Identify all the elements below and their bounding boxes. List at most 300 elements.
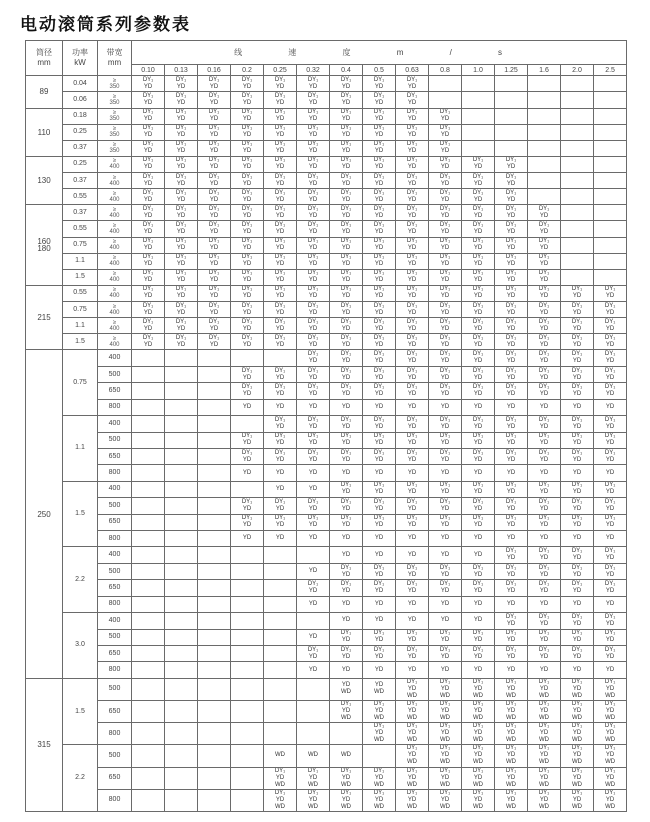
spec-cell: DY₁ YD	[231, 269, 264, 285]
spec-cell: DY₁ YD	[264, 173, 297, 189]
spec-cell	[198, 350, 231, 366]
spec-cell: DY₁ YD	[297, 253, 330, 269]
spec-cell	[594, 140, 627, 156]
spec-cell: DY₁ YD	[396, 76, 429, 92]
spec-cell: DY₁ YD	[462, 432, 495, 448]
spec-cell: DY₁ YD	[330, 432, 363, 448]
spec-cell	[462, 124, 495, 140]
diameter-cell: 89	[26, 76, 63, 108]
spec-cell	[594, 269, 627, 285]
spec-cell: YD	[462, 531, 495, 547]
spec-cell: DY₁ YD	[594, 613, 627, 629]
table-row	[26, 173, 627, 189]
beltwidth-cell: ≥ 400	[98, 334, 132, 350]
table-row	[26, 302, 627, 318]
spec-cell: DY₁ YD	[594, 383, 627, 399]
spec-cell	[264, 580, 297, 596]
beltwidth-cell: ≥ 400	[98, 318, 132, 334]
spec-cell: DY₁ YD	[264, 366, 297, 382]
spec-cell: DY₁ YD WD	[396, 767, 429, 789]
spec-cell: DY₁ YD	[429, 237, 462, 253]
spec-cell	[561, 253, 594, 269]
spec-cell: DY₁ YD	[528, 481, 561, 497]
spec-cell: YD	[528, 662, 561, 678]
spec-cell: DY₁ YD	[363, 92, 396, 108]
spec-cell: DY₁ YD	[396, 205, 429, 221]
spec-cell: YD	[495, 662, 528, 678]
spec-cell: YD	[462, 662, 495, 678]
power-header-label: 功率	[72, 48, 88, 58]
spec-cell: DY₁ YD	[231, 285, 264, 301]
spec-cell: DY₁ YD	[264, 205, 297, 221]
spec-cell: DY₁ YD	[297, 432, 330, 448]
spec-cell: YD	[561, 662, 594, 678]
power-cell: 0.37	[63, 205, 98, 221]
spec-cell: DY₁ YD	[363, 514, 396, 530]
power-cell: 2.2	[63, 547, 98, 613]
spec-cell: DY₁ YD	[231, 253, 264, 269]
spec-cell: DY₁ YD	[495, 629, 528, 645]
spec-cell: YD	[396, 399, 429, 415]
spec-cell	[561, 189, 594, 205]
table-row	[26, 334, 627, 350]
spec-cell: DY₁ YD WD	[528, 701, 561, 723]
power-cell: 0.55	[63, 285, 98, 301]
spec-cell	[561, 92, 594, 108]
beltwidth-cell: 500	[98, 366, 132, 382]
spec-cell	[132, 366, 165, 382]
spec-cell	[198, 481, 231, 497]
spec-cell: DY₁ YD	[264, 108, 297, 124]
spec-cell: DY₁ YD	[165, 173, 198, 189]
spec-cell: DY₁ YD	[429, 350, 462, 366]
spec-cell: DY₁ YD WD	[495, 723, 528, 745]
spec-cell: YD	[396, 465, 429, 481]
beltwidth-cell: 500	[98, 629, 132, 645]
spec-cell: DY₁ YD	[165, 189, 198, 205]
spec-cell	[495, 108, 528, 124]
spec-cell: DY₁ YD	[330, 498, 363, 514]
beltwidth-cell: ≥ 400	[98, 221, 132, 237]
spec-cell	[528, 156, 561, 172]
beltwidth-cell: 400	[98, 416, 132, 432]
spec-cell: DY₁ YD	[330, 629, 363, 645]
spec-cell: DY₁ YD	[363, 76, 396, 92]
spec-cell: DY₁ YD	[528, 237, 561, 253]
table-row	[26, 745, 627, 767]
spec-cell: DY₁ YD WD	[396, 701, 429, 723]
spec-cell	[231, 547, 264, 563]
spec-cell: DY₁ YD	[429, 563, 462, 579]
spec-cell	[165, 701, 198, 723]
spec-cell	[132, 399, 165, 415]
spec-cell: DY₁ YD	[297, 173, 330, 189]
spec-cell: DY₁ YD	[429, 302, 462, 318]
spec-cell: YD	[462, 613, 495, 629]
beltwidth-cell: 400	[98, 547, 132, 563]
spec-cell	[165, 613, 198, 629]
spec-cell: DY₁ YD	[429, 285, 462, 301]
spec-cell: YD	[528, 465, 561, 481]
spec-cell	[132, 596, 165, 612]
spec-cell: DY₁ YD WD	[297, 789, 330, 811]
spec-cell: YD	[396, 613, 429, 629]
spec-cell: DY₁ YD	[330, 318, 363, 334]
spec-cell	[297, 547, 330, 563]
spec-cell: YD WD	[363, 678, 396, 700]
spec-cell: DY₁ YD WD	[429, 723, 462, 745]
spec-cell	[297, 678, 330, 700]
spec-cell: DY₁ YD	[165, 140, 198, 156]
speed-value: 0.5	[363, 65, 396, 76]
spec-cell: DY₁ YD	[462, 189, 495, 205]
spec-cell	[594, 76, 627, 92]
spec-cell: DY₁ YD	[297, 448, 330, 464]
spec-cell: DY₁ YD WD	[528, 767, 561, 789]
spec-cell	[198, 767, 231, 789]
spec-cell: DY₁ YD	[561, 318, 594, 334]
spec-cell: DY₁ YD	[396, 189, 429, 205]
table-row	[26, 701, 627, 723]
spec-cell: DY₁ YD	[264, 416, 297, 432]
spec-cell	[165, 383, 198, 399]
spec-cell: DY₁ YD	[561, 302, 594, 318]
spec-cell: DY₁ YD WD	[462, 767, 495, 789]
spec-cell: DY₁ YD WD	[594, 789, 627, 811]
spec-cell: YD	[528, 531, 561, 547]
spec-cell	[198, 789, 231, 811]
spec-cell	[165, 596, 198, 612]
spec-cell: DY₁ YD	[132, 285, 165, 301]
spec-cell: DY₁ YD	[495, 334, 528, 350]
spec-cell: DY₁ YD	[594, 645, 627, 661]
beltwidth-header	[98, 41, 132, 76]
spec-cell: YD	[594, 465, 627, 481]
spec-cell: YD	[330, 547, 363, 563]
table-row	[26, 399, 627, 415]
spec-cell: DY₁ YD WD	[396, 789, 429, 811]
spec-cell: DY₁ YD	[462, 156, 495, 172]
spec-cell	[132, 448, 165, 464]
spec-cell: DY₁ YD	[132, 76, 165, 92]
beltwidth-cell: ≥ 350	[98, 124, 132, 140]
spec-cell: DY₁ YD	[264, 140, 297, 156]
spec-cell	[132, 678, 165, 700]
power-cell: 1.5	[63, 269, 98, 285]
spec-cell	[231, 678, 264, 700]
spec-cell	[165, 580, 198, 596]
spec-cell: DY₁ YD	[396, 269, 429, 285]
diameter-cell: 110	[26, 108, 63, 156]
spec-cell: DY₁ YD WD	[561, 678, 594, 700]
table-row	[26, 156, 627, 172]
spec-cell: DY₁ YD	[594, 563, 627, 579]
spec-cell: DY₁ YD	[528, 302, 561, 318]
spec-cell	[132, 563, 165, 579]
spec-cell: DY₁ YD	[297, 383, 330, 399]
spec-cell: DY₁ YD	[198, 108, 231, 124]
speed-header-title: 线 速 度 m / s	[132, 41, 627, 65]
beltwidth-cell: 650	[98, 448, 132, 464]
spec-cell: YD	[594, 662, 627, 678]
spec-cell: DY₁ YD	[396, 350, 429, 366]
spec-cell: DY₁ YD	[396, 318, 429, 334]
table-row	[26, 253, 627, 269]
spec-cell: DY₁ YD	[297, 108, 330, 124]
table-row	[26, 221, 627, 237]
spec-cell: DY₁ YD	[297, 366, 330, 382]
spec-cell: DY₁ YD WD	[429, 701, 462, 723]
spec-cell: YD	[297, 629, 330, 645]
spec-cell	[132, 531, 165, 547]
beltwidth-cell: ≥ 400	[98, 269, 132, 285]
spec-cell: DY₁ YD	[396, 563, 429, 579]
spec-cell: DY₁ YD WD	[594, 767, 627, 789]
spec-cell: DY₁ YD	[198, 173, 231, 189]
spec-cell: DY₁ YD	[363, 448, 396, 464]
spec-cell: DY₁ YD	[396, 383, 429, 399]
spec-cell: DY₁ YD	[363, 205, 396, 221]
spec-cell: DY₁ YD	[363, 366, 396, 382]
spec-cell: DY₁ YD	[264, 514, 297, 530]
spec-cell: DY₁ YD	[330, 514, 363, 530]
beltwidth-cell: 500	[98, 432, 132, 448]
spec-cell: DY₁ YD WD	[528, 723, 561, 745]
spec-cell	[198, 498, 231, 514]
spec-cell: YD	[297, 481, 330, 497]
spec-cell: DY₁ YD	[396, 334, 429, 350]
spec-cell: DY₁ YD	[462, 366, 495, 382]
spec-cell: DY₁ YD	[165, 269, 198, 285]
spec-cell: YD	[594, 399, 627, 415]
spec-cell: DY₁ YD	[264, 269, 297, 285]
spec-cell: DY₁ YD	[231, 237, 264, 253]
spec-cell: DY₁ YD WD	[561, 723, 594, 745]
spec-cell: DY₁ YD	[132, 253, 165, 269]
spec-cell: YD	[528, 596, 561, 612]
spec-cell: DY₁ YD	[330, 645, 363, 661]
spec-cell: DY₁ YD	[594, 580, 627, 596]
spec-cell	[528, 108, 561, 124]
spec-cell: YD	[396, 531, 429, 547]
spec-cell: DY₁ YD	[264, 285, 297, 301]
spec-cell: DY₁ YD	[231, 498, 264, 514]
spec-cell	[165, 723, 198, 745]
spec-cell: DY₁ YD	[330, 221, 363, 237]
spec-cell: DY₁ YD	[495, 318, 528, 334]
power-cell: 1.5	[63, 678, 98, 745]
spec-cell: DY₁ YD	[495, 645, 528, 661]
spec-cell: DY₁ YD	[231, 366, 264, 382]
spec-cell: YD	[429, 613, 462, 629]
spec-cell: DY₁ YD	[264, 237, 297, 253]
spec-cell	[594, 156, 627, 172]
speed-value: 0.2	[231, 65, 264, 76]
spec-cell: DY₁ YD	[297, 140, 330, 156]
spec-cell: DY₁ YD	[462, 221, 495, 237]
spec-cell: DY₁ YD	[561, 481, 594, 497]
spec-cell: YD	[462, 596, 495, 612]
spec-cell: DY₁ YD	[363, 253, 396, 269]
spec-cell	[198, 366, 231, 382]
spec-cell	[264, 701, 297, 723]
spec-cell: DY₁ YD	[297, 124, 330, 140]
spec-cell: DY₁ YD	[363, 221, 396, 237]
spec-cell	[231, 596, 264, 612]
spec-cell: DY₁ YD	[429, 108, 462, 124]
spec-cell: YD	[231, 399, 264, 415]
spec-cell: DY₁ YD	[594, 514, 627, 530]
spec-cell: DY₁ YD	[330, 269, 363, 285]
spec-cell	[231, 662, 264, 678]
table-row	[26, 366, 627, 382]
spec-cell: DY₁ YD	[561, 498, 594, 514]
spec-cell: DY₁ YD	[429, 448, 462, 464]
parameter-table-container	[25, 40, 626, 812]
table-row	[26, 498, 627, 514]
spec-cell	[165, 789, 198, 811]
spec-cell	[165, 498, 198, 514]
table-row	[26, 189, 627, 205]
spec-cell: DY₁ YD WD	[528, 745, 561, 767]
spec-cell: DY₁ YD	[363, 108, 396, 124]
spec-cell: DY₁ YD	[396, 514, 429, 530]
spec-cell	[561, 76, 594, 92]
power-cell: 1.5	[63, 481, 98, 547]
spec-cell: DY₁ YD	[363, 645, 396, 661]
spec-cell: DY₁ YD	[495, 498, 528, 514]
spec-cell: DY₁ YD WD	[495, 767, 528, 789]
spec-cell: DY₁ YD	[264, 318, 297, 334]
spec-cell: DY₁ YD	[594, 481, 627, 497]
spec-cell: DY₁ YD	[429, 366, 462, 382]
spec-cell: DY₁ YD	[363, 416, 396, 432]
spec-cell: DY₁ YD WD	[363, 767, 396, 789]
spec-cell: DY₁ YD	[495, 432, 528, 448]
spec-cell: YD	[561, 531, 594, 547]
spec-cell	[429, 92, 462, 108]
table-row	[26, 269, 627, 285]
spec-cell: DY₁ YD	[495, 481, 528, 497]
spec-cell: DY₁ YD	[462, 334, 495, 350]
spec-cell: DY₁ YD	[495, 237, 528, 253]
table-row	[26, 767, 627, 789]
spec-cell: DY₁ YD	[264, 432, 297, 448]
beltwidth-cell: 400	[98, 350, 132, 366]
spec-cell: DY₁ YD	[264, 76, 297, 92]
spec-cell: DY₁ YD	[396, 432, 429, 448]
spec-cell: DY₁ YD	[495, 366, 528, 382]
spec-cell	[297, 701, 330, 723]
spec-cell: YD	[396, 596, 429, 612]
spec-cell	[594, 108, 627, 124]
spec-cell: DY₁ YD	[198, 334, 231, 350]
spec-cell: DY₁ YD WD	[594, 723, 627, 745]
spec-cell: YD	[528, 399, 561, 415]
spec-cell	[462, 76, 495, 92]
beltwidth-cell: ≥ 400	[98, 205, 132, 221]
beltwidth-cell: 650	[98, 580, 132, 596]
spec-cell	[198, 701, 231, 723]
spec-cell: DY₁ YD	[495, 156, 528, 172]
table-row	[26, 481, 627, 497]
spec-cell: DY₁ YD WD	[495, 678, 528, 700]
power-cell: 0.37	[63, 173, 98, 189]
spec-cell: DY₁ YD	[561, 350, 594, 366]
spec-cell: DY₁ YD	[297, 580, 330, 596]
spec-cell: DY₁ YD	[429, 645, 462, 661]
spec-cell: YD	[363, 613, 396, 629]
spec-cell	[198, 723, 231, 745]
spec-cell: DY₁ YD WD	[594, 678, 627, 700]
beltwidth-cell: ≥ 350	[98, 76, 132, 92]
spec-cell	[198, 448, 231, 464]
spec-cell	[561, 140, 594, 156]
spec-cell: DY₁ YD	[330, 563, 363, 579]
spec-cell: DY₁ YD	[165, 156, 198, 172]
power-cell: 0.25	[63, 124, 98, 140]
spec-cell: DY₁ YD	[462, 563, 495, 579]
spec-cell: DY₁ YD	[330, 416, 363, 432]
spec-cell: YD	[231, 531, 264, 547]
spec-cell: DY₁ YD	[561, 514, 594, 530]
beltwidth-cell: ≥ 350	[98, 140, 132, 156]
spec-cell: DY₁ YD	[297, 189, 330, 205]
spec-cell: DY₁ YD	[396, 366, 429, 382]
beltwidth-cell: ≥ 350	[98, 108, 132, 124]
beltwidth-cell: 800	[98, 596, 132, 612]
spec-cell: DY₁ YD	[198, 253, 231, 269]
spec-cell: DY₁ YD	[396, 253, 429, 269]
table-row	[26, 645, 627, 661]
spec-cell: DY₁ YD	[396, 140, 429, 156]
spec-cell: YD	[429, 547, 462, 563]
spec-cell	[231, 745, 264, 767]
spec-cell: DY₁ YD WD	[495, 701, 528, 723]
spec-cell: DY₁ YD	[396, 124, 429, 140]
spec-cell	[198, 580, 231, 596]
spec-cell: DY₁ YD	[495, 269, 528, 285]
spec-cell: DY₁ YD	[264, 253, 297, 269]
spec-cell	[132, 629, 165, 645]
spec-cell: DY₁ YD	[429, 156, 462, 172]
spec-cell: DY₁ YD	[363, 302, 396, 318]
spec-cell: YD	[462, 465, 495, 481]
spec-cell	[132, 383, 165, 399]
spec-cell: DY₁ YD WD	[561, 767, 594, 789]
spec-cell: DY₁ YD	[132, 124, 165, 140]
spec-cell: DY₁ YD	[594, 318, 627, 334]
spec-cell	[231, 350, 264, 366]
spec-cell: YD	[594, 531, 627, 547]
spec-cell: DY₁ YD	[429, 140, 462, 156]
spec-cell: DY₁ YD	[561, 285, 594, 301]
power-cell: 1.5	[63, 334, 98, 350]
spec-cell: DY₁ YD	[363, 350, 396, 366]
spec-cell: DY₁ YD	[264, 498, 297, 514]
power-cell: 1.1	[63, 416, 98, 482]
table-row	[26, 580, 627, 596]
spec-cell: DY₁ YD	[363, 629, 396, 645]
spec-cell	[231, 416, 264, 432]
spec-cell: DY₁ YD	[330, 253, 363, 269]
spec-cell: DY₁ YD	[165, 253, 198, 269]
power-header	[63, 41, 98, 76]
spec-cell	[132, 465, 165, 481]
spec-cell: DY₁ YD	[528, 432, 561, 448]
table-row	[26, 76, 627, 92]
spec-cell: DY₁ YD	[264, 189, 297, 205]
